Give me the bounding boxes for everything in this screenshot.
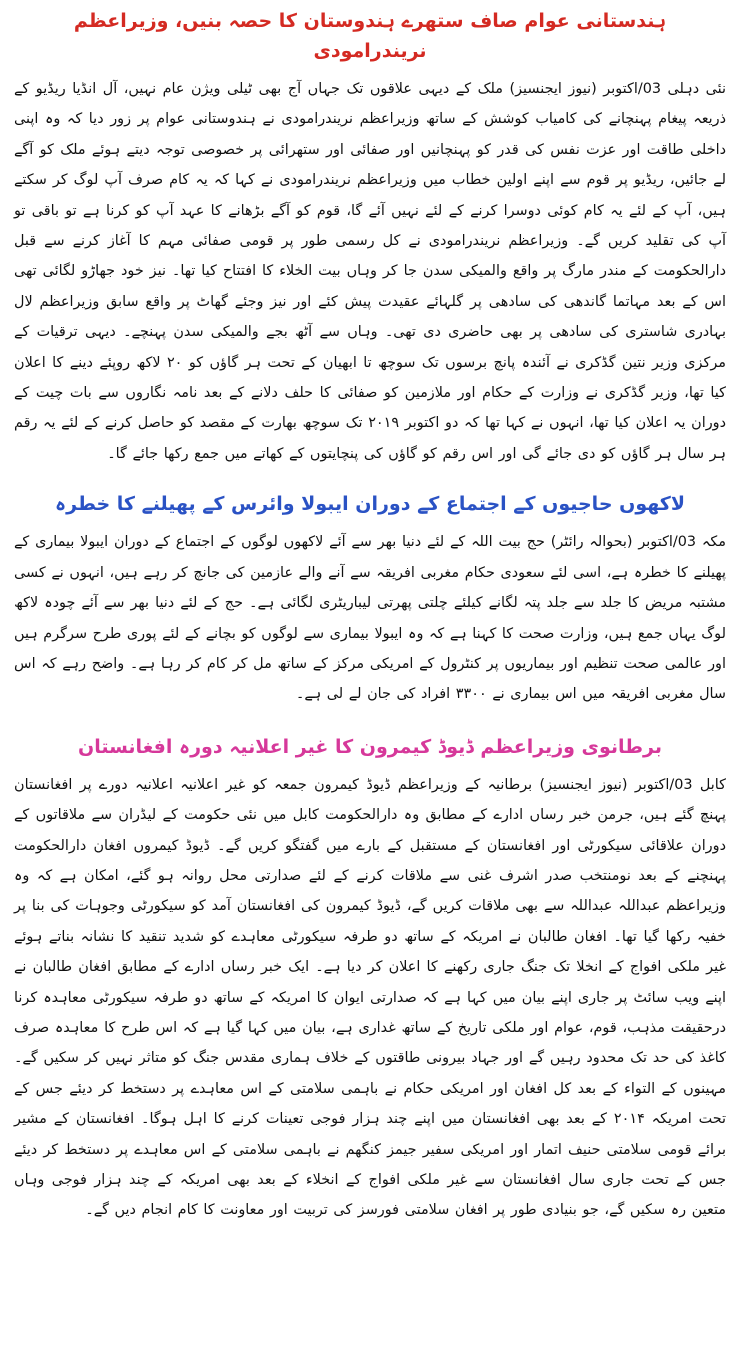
article-body: مکہ 03/اکتوبر (بحوالہ رائٹر) حج بیت اللہ کے لئے دنیا بھر سے آئے لاکھوں لوگوں کے اجتماع کے دوران ایبولا بیماری کے پھیلنے کا خطرہ ہے، اسی لئے سعودی حکام مغربی افریقہ سے آنے والے عازمین کی جانچ کر رہے ہیں، انہوں نے کسی مشتبہ مریض کا جلد سے جلد پتہ لگانے کیلئے چلتی پھرتی لیباریٹری لگائی ہے۔ حج کے لئے دنیا بھر سے آئے چودہ لاکھ لوگ یہاں جمع ہیں، وزارت صحت کا کہنا ہے کہ وہ ایبولا بیماری سے لوگوں کو بچانے کے لئے پوری طرح سرگرم ہیں اور عالمی صحت تنظیم اور بیماریوں پر کنٹرول کے امریکی مرکز کے ساتھ مل کر کام کر رہا ہے۔ واضح رہے کہ اس سال مغربی افریقہ میں اس بیماری نے ۳۳۰۰ افراد کی جان لے لی ہے۔ (14, 534, 726, 703)
article-cameron-afghanistan (14, 732, 726, 1226)
article-modi-clean-india (14, 6, 726, 469)
article-ebola-hajj (14, 489, 726, 709)
article-headline: لاکھوں حاجیوں کے اجتماع کے دوران ایبولا وائرس کے پھیلنے کا خطرہ (55, 493, 685, 516)
article-body: کابل 03/اکتوبر (نیوز ایجنسیز) برطانیہ کے وزیراعظم ڈیوڈ کیمرون جمعہ کو غیر اعلانیہ اعلانیہ دورے پر افغانستان پہنچ گئے ہیں، جرمن خبر رساں ادارے کے مطابق وہ دارالحکومت کابل میں نئی حکومت کے لیڈران سے ملاقاتوں کے دوران علاقائی سیکورٹی اور افغانستان کے مستقبل کے بارے میں گفتگو کریں گے۔ ڈیوڈ کیمروں افغان دارالحکومت پہنچنے کے بعد نومنتخب صدر اشرف غنی سے ملاقات کرنے کے لئے صدارتی محل روانہ ہو گئے، امکان ہے کہ وہ وزیراعظم عبداللہ عبداللہ سے بھی ملاقات کریں گے، ڈیوڈ کیمرون کی افغانستان آمد کو سیکورٹی وجوہات کی بنا پر خفیہ رکھا گیا تھا۔ افغان طالبان نے امریکہ کے ساتھ دو طرفہ سیکورٹی معاہدے کو شدید تنقید کا نشانہ بناتے ہوئے غیر ملکی افواج کے انخلا تک جنگ جاری رکھنے کا اعلان کر دیا ہے۔ ایک خبر رساں ادارے کے مطابق افغان طالبان نے اپنے ویب سائٹ پر جاری اپنے بیان میں کہا ہے کہ صدارتی ایوان کا امریکہ کے ساتھ دو طرفہ سیکورٹی معاہدہ کرنا درحقیقت مذہب، قوم، عوام اور ملکی تاریخ کے ساتھ غداری ہے، بیان میں کہا گیا ہے کہ اس طرح کا معاہدہ صرف کاغذ کی حد تک محدود رہیں گے اور جہاد بیرونی طاقتوں کے خلاف ہماری مقدس جنگ کو متاثر نہیں کر سکیں گے۔ مہینوں کے التواء کے بعد کل افغان اور امریکی حکام نے باہمی سلامتی کے اس معاہدے پر دستخط کر دیئے جس کے تحت امریکہ ۲۰۱۴ کے بعد بھی افغانستان میں اپنے چند ہزار فوجی تعینات کرنے کا اہل ہوگا۔ افغانستان کے مشیر برائے قومی سلامتی حنیف اتمار اور امریکی سفیر جیمز کنگھم نے باہمی سلامتی کے اس معاہدے پر دستخط کر دیئے جس کے تحت جاری سال افغانستان سے غیر ملکی افواج کے انخلاء کے بعد بھی امریکہ کے چند ہزار فوجی وہاں متعین رہ سکیں گے، جو بنیادی طور پر افغان سلامتی فورسز کی تربیت اور معاونت کا کام انجام دیں گے۔ (14, 776, 726, 1219)
article-headline: برطانوی وزیراعظم ڈیوڈ کیمرون کا غیر اعلانیہ دورہ افغانستان (77, 735, 663, 758)
article-headline: ہندستانی عوام صاف ستھرے ہندوستان کا حصہ بنیں، وزیراعظم نریندرامودی (73, 10, 667, 62)
article-body: نئی دہلی 03/اکتوبر (نیوز ایجنسیز) ملک کے دیہی علاقوں تک جہاں آج بھی ٹیلی ویژن عام نہیں، آل انڈیا ریڈیو کے ذریعہ پیغام پہنچانے کی کامیاب کوشش کے ساتھ وزیراعظم نریندرامودی نے ہندوستانی عوام پر زور دیا کہ وہ اپنی داخلی طاقت اور عزت نفس کی قدر کو پہنچانیں اور صفائی اور ستھرائی پر خصوصی توجہ دیتے ہوئے ملک کو آگے لے جائیں، ریڈیو پر قوم سے اپنے اولین خطاب میں وزیراعظم نریندرامودی نے کہا کہ یہ کام صرف آپ لوگ کر سکتے ہیں، آپ کے لئے یہ کام کوئی دوسرا کرنے کے لئے نہیں آئے گا، قوم کو آگے بڑھانے کا عہد آپ کو کرنا ہے تو باقی تو آپ کی تقلید کریں گے۔ وزیراعظم نریندرامودی نے کل رسمی طور پر قومی صفائی مہم کا آغاز کرنے سے قبل دارالحکومت کے مندر مارگ پر واقع والمیکی سدن جا کر وہاں بیت الخلاء کا افتتاح کیا تھا۔ نیز خود جھاڑو لگائی تھی اس کے بعد مہاتما گاندھی کی سادھی پر گلہائے عقیدت پیش کئے اور نیز وجئے گھاٹ پر واقع سابق وزیراعظم لال بہادری شاستری کی سادھی پر بھی حاضری دی تھی۔ وہاں سے آٹھ بجے والمیکی سدن پہنچے۔ دیہی ترقیات کے مرکزی وزیر نتین گڈکری نے آئندہ پانچ برسوں تک سوچھ تا ابھیان کے تحت ہر گاؤں کو ۲۰ لاکھ روپئے دینے کا اعلان کیا تھا، وزیر گڈکری نے وزارت کے حکام اور ملازمین کو صفائی کا حلف دلانے کے بعد نامہ نگاروں سے بات چیت کے دوران یہ اعلان کیا تھا، انہوں نے کہا تھا کہ دو اکتوبر ۲۰۱۹ تک سوچھ بھارت کے مقصد کو حاصل کرنے کے لئے یہ رقم ہر سال ہر گاؤں کو دی جائے گی اور اس رقم کو گاؤں کی پنچایتوں کے کھاتے میں جمع رکھا جائے گا۔ (14, 81, 727, 462)
